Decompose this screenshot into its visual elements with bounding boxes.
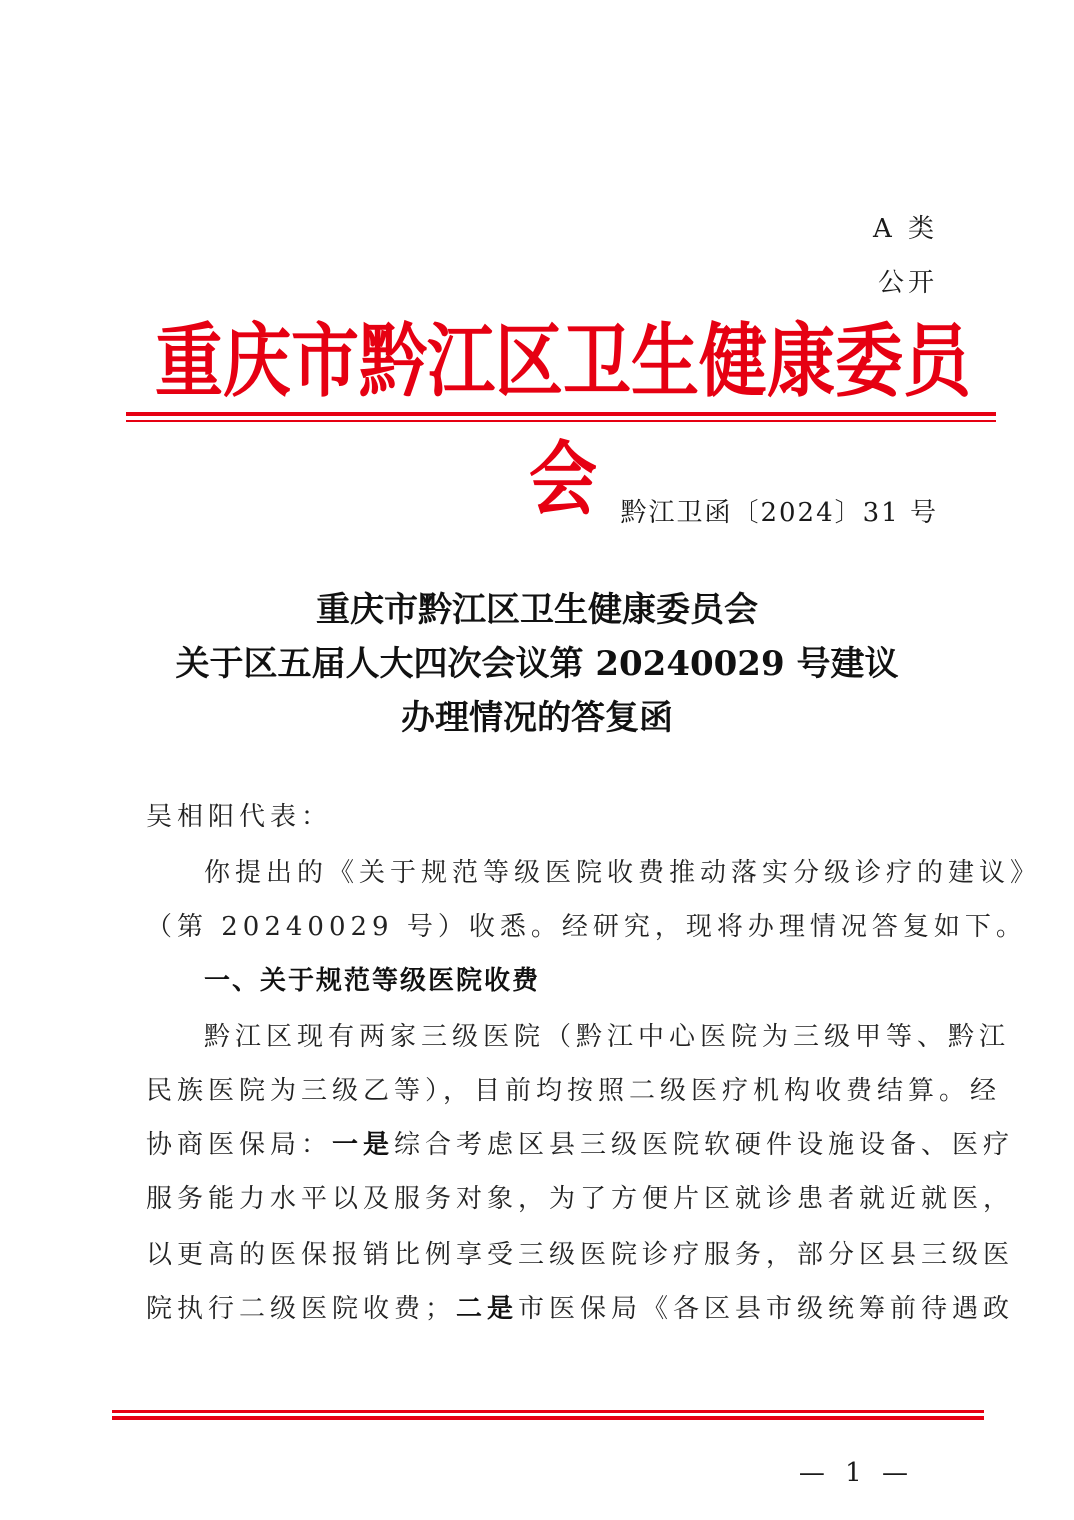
footer-rule-bottom — [112, 1416, 984, 1420]
classification-category: A 类 — [872, 214, 938, 244]
intro-line-1: 你提出的《关于规范等级医院收费推动落实分级诊疗的建议》 — [204, 858, 1042, 888]
paragraph-line-3-rest: 综合考虑区县三级医院软硬件设施设备、医疗 — [394, 1130, 1015, 1160]
point-one-label: 一是 — [332, 1130, 395, 1160]
title-line-2: 关于区五届人大四次会议第 20240029 号建议 — [175, 644, 899, 684]
title-line-1: 重庆市黔江区卫生健康委员会 — [316, 590, 758, 630]
intro-line-2: （第 20240029 号）收悉。经研究，现将办理情况答复如下。 — [146, 912, 1027, 942]
classification-disclosure: 公开 — [877, 268, 938, 298]
footer-rule-top — [112, 1410, 984, 1413]
point-two-label: 二是 — [456, 1294, 519, 1324]
paragraph-line-2: 民族医院为三级乙等），目前均按照二级医疗机构收费结算。经 — [146, 1076, 1002, 1106]
paragraph-line-3 — [146, 1124, 1014, 1161]
title-line-3: 办理情况的答复函 — [401, 698, 673, 738]
header-rule-top — [126, 412, 996, 416]
paragraph-line-1: 黔江区现有两家三级医院（黔江中心医院为三级甲等、黔江 — [204, 1022, 1011, 1052]
paragraph-line-5: 以更高的医保报销比例享受三级医院诊疗服务，部分区县三级医 — [146, 1240, 1015, 1270]
paragraph-line-3-lead: 协商医保局： — [146, 1130, 333, 1160]
salutation: 吴相阳代表： — [146, 802, 333, 832]
paragraph-line-4: 服务能力水平以及服务对象，为了方便片区就诊患者就近就医， — [146, 1184, 1015, 1214]
page-number: — 1 — — [798, 1458, 914, 1488]
document-number: 黔江卫函〔2024〕31 号 — [620, 498, 938, 528]
organization-header: 重庆市黔江区卫生健康委员会 — [154, 317, 971, 525]
section-heading: 一、关于规范等级医院收费 — [204, 966, 541, 996]
paragraph-line-6-lead: 院执行二级医院收费； — [146, 1294, 457, 1324]
header-rule-bottom — [126, 420, 996, 422]
paragraph-line-6-rest: 市医保局《各区县市级统筹前待遇政 — [518, 1294, 1015, 1324]
paragraph-line-6 — [146, 1288, 1014, 1325]
